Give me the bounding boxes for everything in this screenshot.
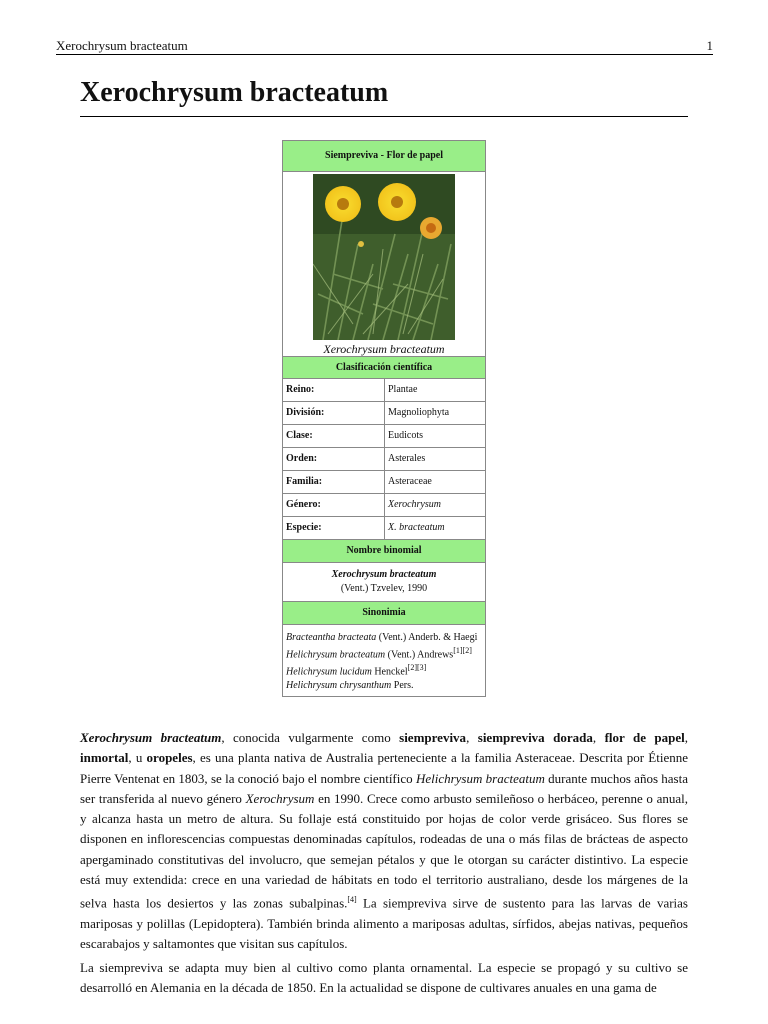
article-body (80, 728, 688, 1001)
reference-link[interactable]: [1][2] (453, 646, 472, 655)
image-caption: Xerochrysum bracteatum (323, 342, 445, 356)
rank-value: Xerochrysum (385, 494, 486, 517)
binomial-name: Xerochrysum bracteatum (331, 569, 437, 580)
synonym-list (283, 625, 486, 697)
flower-photo (313, 174, 455, 340)
rank-value: Asteraceae (385, 471, 486, 494)
rank-value: Magnoliophyta (385, 402, 486, 425)
taxobox-image-cell (283, 172, 486, 357)
paragraph: Xerochrysum bracteatum, conocida vulgarmente como siempreviva, siempreviva dorada, flor de papel, inmortal, u oropeles, es una planta nativa de Australia perteneciente a la familia Asteraceae. Descrita por Étienne Pierre Ventenat en 1803, se la conoció bajo el nombre científico Helichrysum bracteatum durante muchos años hasta ser transferida al nuevo género Xerochrysum en 1990. Crece como arbusto semileñoso o herbáceo, perenne o anual, y alcanza hasta un metro de altura. Su follaje está constituido por hojas de color verde grisáceo. Sus flores se disponen en inflorescencias compuestas denominadas capítulos, rodeadas de una o más filas de brácteas de aspecto apergaminado constitutivas del involucro, que semejan pétalos y que le otorgan su carácter distintivo. La especie está muy extendida: crece en una variedad de hábitats en todo el territorio australiano, desde los márgenes de la selva hasta los desiertos y las zonas subalpinas.[4] La siempreviva sirve de sustento para las larvas de varias mariposas y polillas (Lepidoptera). También brinda alimento a mariposas adultas, sírfidos, abejas nativas, pequeños escarabajos y saltamontes que visitan sus capítulos. (80, 730, 689, 952)
synonym-item: Helichrysum chrysanthum Pers. (286, 679, 414, 691)
synonymy-heading: Sinonimia (283, 602, 486, 625)
rank-value: X. bracteatum (385, 517, 486, 540)
synonym-item: Helichrysum bracteatum (Vent.) Andrews[1][2] (286, 646, 472, 661)
rank-value: Eudicots (385, 425, 486, 448)
taxobox (282, 140, 486, 697)
rank-label: Reino: (283, 379, 385, 402)
synonym-item: Bracteantha bracteata (Vent.) Anderb. & Haegi (286, 632, 478, 643)
reference-link[interactable]: [4] (347, 895, 357, 905)
reference-link[interactable]: [2][3] (407, 663, 427, 673)
rank-label: Clase: (283, 425, 385, 448)
rank-label: Especie: (283, 517, 385, 540)
binomial-cell (283, 563, 486, 602)
rank-label: Género: (283, 494, 385, 517)
taxobox-heading: Siempreviva - Flor de papel (283, 141, 486, 172)
rank-value: Asterales (385, 448, 486, 471)
article-title: Xerochrysum bracteatum (80, 76, 688, 117)
page-number: 1 (706, 38, 713, 53)
running-header (56, 38, 713, 55)
rank-value: Plantae (385, 379, 486, 402)
rank-label: Familia: (283, 471, 385, 494)
binomial-heading: Nombre binomial (283, 540, 486, 563)
rank-label: Orden: (283, 448, 385, 471)
running-header-title: Xerochrysum bracteatum (56, 38, 188, 53)
paragraph: La siempreviva se adapta muy bien al cultivo como planta ornamental. La especie se propagó y su cultivo se desarrolló en Alemania en la década de 1850. En la actualidad se dispone de cultivares anuales en una gama de (80, 959, 688, 995)
rank-label: División: (283, 402, 385, 425)
classification-heading: Clasificación científica (283, 357, 486, 379)
synonym-item: Helichrysum lucidum Henckel[2][3] (286, 663, 427, 678)
binomial-authority: (Vent.) Tzvelev, 1990 (340, 583, 428, 594)
